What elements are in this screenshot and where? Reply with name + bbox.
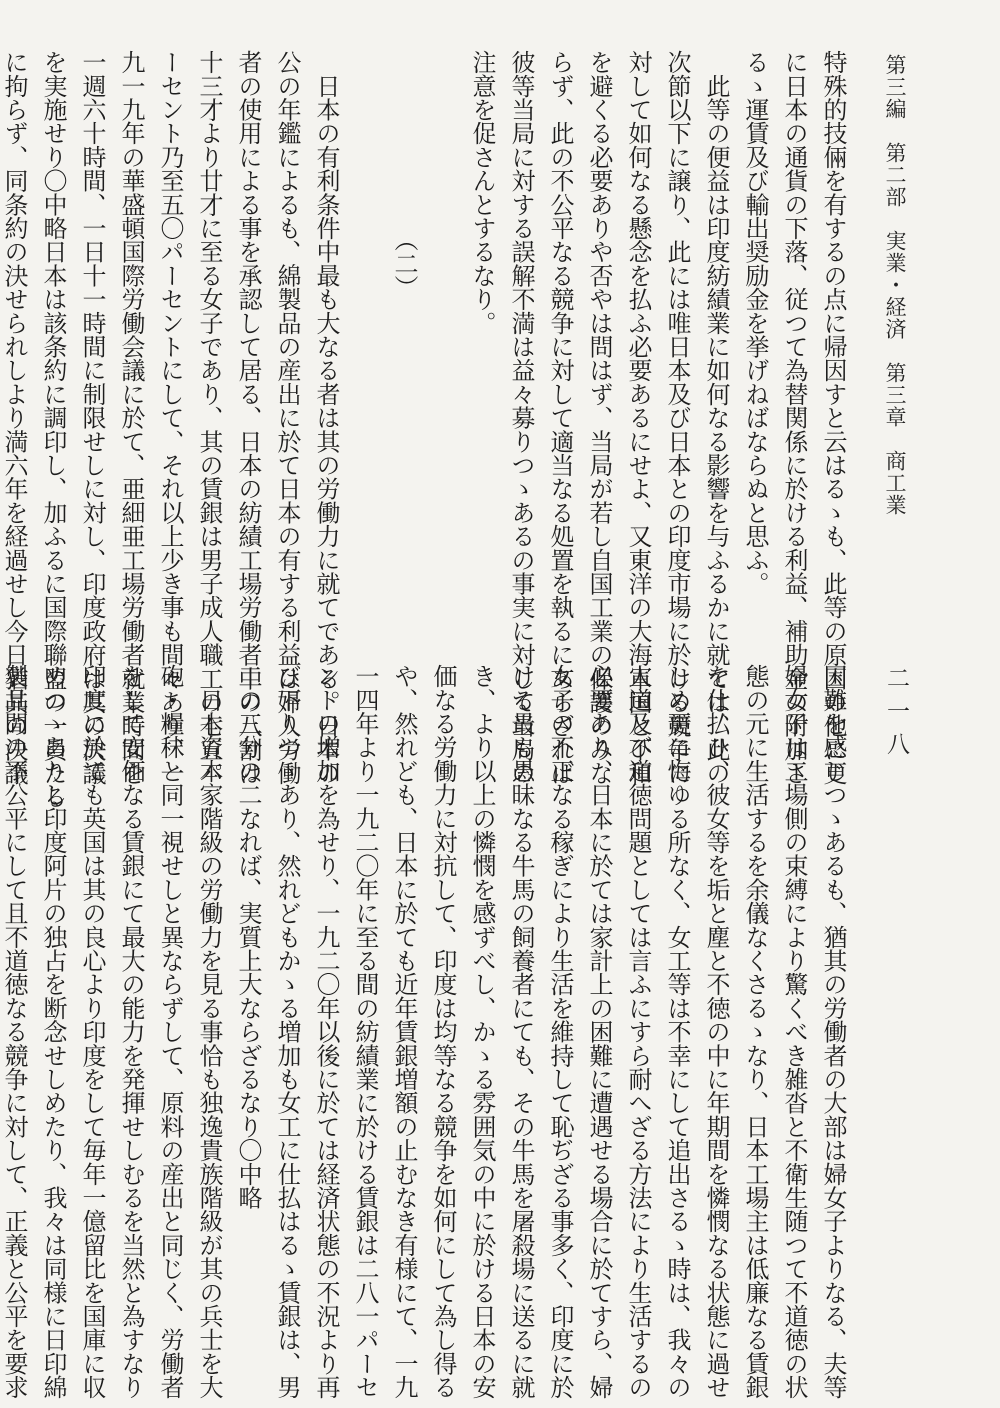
- text-line: 必要あり、日本に於ては家計上の困難に遭遇せる場合に於てすら、婦: [585, 664, 613, 1399]
- text-line: 工の三分の二なれば、実質上大ならざるなり〇中略: [234, 664, 262, 1210]
- text-line: を実施せり〇中略日本は該条約に調印し、加ふるに国際聯盟の一員たる: [39, 50, 67, 809]
- page-number: 二一八: [883, 666, 909, 765]
- text-line: 十三才より廿才に至る女子であり、其の賃銀は男子成人職工の七五パ: [195, 50, 223, 785]
- text-line: 印度に於ても英国は其の良心より印度をして毎年一億留比を国庫に収: [78, 664, 106, 1399]
- text-line: 九一九年の華盛頓国際労働会議に於て、亜細亜工場労働者就業時間を: [117, 50, 145, 785]
- text-line: 困難を感じつゝあるも、猶其の労働者の大部は婦女子よりなる、夫等: [819, 664, 847, 1399]
- text-line: （二）: [390, 50, 418, 299]
- text-line: 公の年鑑によるも、綿製品の産出に於て日本の有する利益は婦人労働: [273, 50, 301, 785]
- text-line: 次節以下に譲り、此には唯日本及び日本との印度市場に於ける競争に: [663, 50, 691, 785]
- text-line: 彼等当局に対する誤解不満は益々募りつゝあるの事実に対して当局の: [507, 50, 535, 785]
- text-line: [345, 50, 384, 665]
- text-line: ける最も愚昧なる牛馬の飼養者にても、その牛馬を屠殺場に送るに就: [507, 664, 535, 1399]
- text-line: 砲・糧秣と同一視せしと異ならずして、原料の産出と同じく、労働者: [156, 664, 184, 1399]
- text-line: 特殊的技倆を有するの点に帰因すと云はるゝも、此等の原因の他に更: [819, 50, 847, 785]
- text-line: び下りつゝあり、然れどもかゝる増加も女工に仕払はるゝ賃銀は、男: [273, 664, 301, 1399]
- lower-text-block: [0, 664, 852, 1399]
- text-line: に日本の通貨の下落、従つて為替関係に於ける利益、補助金の附加さ: [780, 50, 808, 785]
- text-line: ーセント乃至五〇パーセントにして、それ以上少き事も間々あり、一: [156, 50, 184, 785]
- text-line: 此等の便益は印度紡績業に如何なる影響を与ふるかに就ては、此の: [702, 50, 730, 785]
- text-line: らず、此の不公平なる競争に対して適当なる処置を執るにあらざれば: [546, 50, 574, 785]
- text-line: 一週六十時間、一日十一時間に制限せしに対し、印度政府は其の決議: [78, 50, 106, 785]
- text-line: 人道及び道徳問題としては言ふにすら耐へざる方法により生活するの: [624, 664, 652, 1399]
- text-line: 日本の有利条件中最も大なる者は其の労働力に就てである。日本の: [312, 50, 340, 785]
- text-line: や、然れども、日本に於ても近年賃銀増額の止むなき有様にて、一九: [390, 664, 418, 1399]
- text-line: 一四年より一九二〇年に至る間の紡績業に於ける賃銀は二八一パーセ: [351, 664, 379, 1399]
- running-head: 第三編 第二部 実業・経済 第三章 商工業: [883, 54, 907, 516]
- text-line: しめ更に悔ゆる所なく、女工等は不幸にして追出さるゝ時は、我々の: [663, 664, 691, 1399]
- text-line: めつゝありし印度阿片の独占を断念せしめたり、我々は同様に日印綿: [39, 664, 67, 1399]
- text-line: 対して如何なる懸念を払ふ必要あるにせよ、又東洋の大海軍国と不和: [624, 50, 652, 785]
- text-line: 日本資本家階級の労働力を見る事恰も独逸貴族階級が其の兵士を大: [195, 664, 223, 1399]
- text-line: 態の元に生活するを余儀なくさるゝなり、日本工場主は低廉なる賃銀: [741, 664, 769, 1399]
- text-line: 価なる労働力に対抗して、印度は均等なる競争を如何にして為し得る: [429, 664, 457, 1399]
- text-line: 注意を促さんとするなり。: [468, 50, 496, 335]
- text-line: るゝ運賃及び輸出奨励金を挙げねばならぬと思ふ。: [741, 50, 769, 596]
- upper-text-block: [0, 50, 852, 809]
- text-line: 製品間の不公平にして且不道徳なる競争に対して、正義と公平を要求: [0, 664, 28, 1399]
- text-line: に拘らず、同条約の決せられしより満六年を経過せし今日猶其の決議: [0, 50, 28, 785]
- text-line: 婦女子は工場側の束縛により驚くべき雑沓と不衛生随つて不道徳の状: [780, 664, 808, 1399]
- text-line: を避くる必要ありや否やは問はず、当局が若し自国工業の保護のみな: [585, 50, 613, 785]
- text-line: 者の使用による事を承認して居る、日本の紡績工場労働者中の八割は: [234, 50, 262, 785]
- text-line: 女子の不正なる稼ぎにより生活を維持して恥ぢざる事多く、印度に於: [546, 664, 574, 1399]
- text-line: を仕払ひ、彼女等を垢と塵と不徳の中に年期間を憐憫なる状態に過せ: [702, 664, 730, 1399]
- text-line: [423, 50, 462, 665]
- text-line: をして安価なる賃銀にて最大の能力を発揮せしむるを当然と為すなり: [117, 664, 145, 1399]
- text-line: き、より以上の憐憫を感ずべし、かゝる雰囲気の中に於ける日本の安: [468, 664, 496, 1399]
- text-line: ントの増加を為せり、一九二〇年以後に於ては経済状態の不況より再: [312, 664, 340, 1399]
